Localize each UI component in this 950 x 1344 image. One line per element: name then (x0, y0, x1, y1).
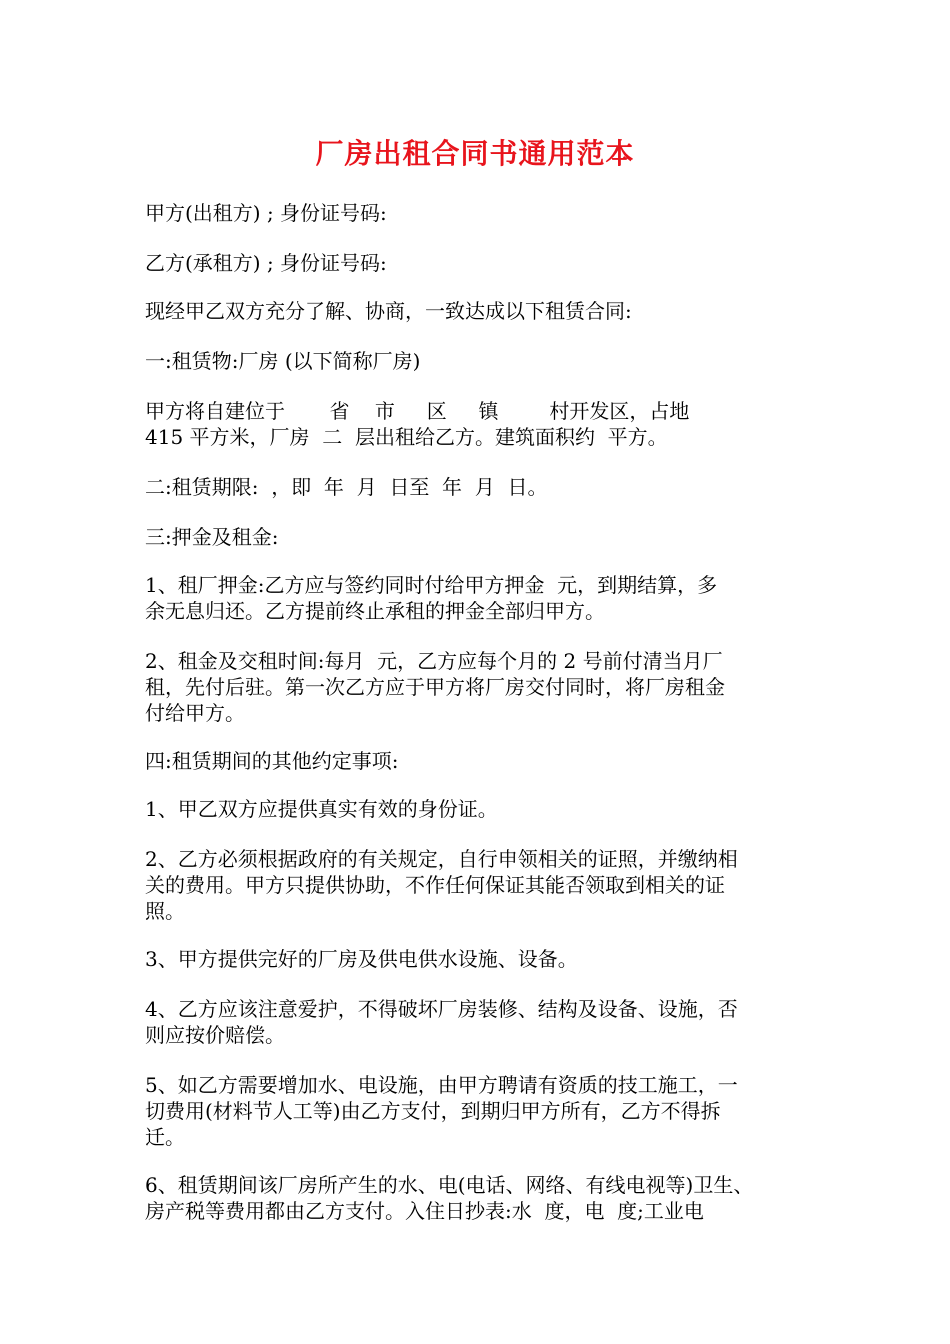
paragraph-line: 5、如乙方需要增加水、电设施，由甲方聘请有资质的技工施工，一 (145, 1073, 738, 1097)
paragraph-line: 415 平方米，厂房 二 层出租给乙方。建筑面积约 平方。 (145, 425, 668, 449)
paragraph-line: 2、租金及交租时间:每月 元，乙方应每个月的 2 号前付清当月厂 (145, 649, 723, 673)
paragraph-line: 租，先付后驻。第一次乙方应于甲方将厂房交付同时，将厂房租金 (145, 675, 725, 699)
paragraph-line: 四:租赁期间的其他约定事项: (145, 749, 399, 773)
paragraph-line: 则应按价赔偿。 (145, 1023, 285, 1047)
paragraph-line: 乙方(承租方) ; 身份证号码: (145, 251, 387, 275)
paragraph-line: 一:租赁物:厂房 (以下简称厂房) (145, 349, 421, 373)
paragraph-line: 付给甲方。 (145, 701, 245, 725)
paragraph (145, 348, 817, 374)
paragraph-line: 1、租厂押金:乙方应与签约同时付给甲方押金 元，到期结算，多 (145, 573, 718, 597)
paragraph (145, 748, 817, 774)
paragraph-line: 3、甲方提供完好的厂房及供电供水设施、设备。 (145, 947, 578, 971)
paragraph-line: 甲方将自建位于 省 市 区 镇 村开发区，占地 (145, 399, 690, 423)
paragraph-line: 6、租赁期间该厂房所产生的水、电(电话、网络、有线电视等)卫生、 (145, 1173, 754, 1197)
paragraph-line: 关的费用。甲方只提供协助，不作任何保证其能否领取到相关的证 (145, 873, 725, 897)
paragraph-line: 现经甲乙双方充分了解、协商，一致达成以下租赁合同: (145, 299, 632, 323)
paragraph-line: 二:租赁期限: ，即 年 月 日至 年 月 日。 (145, 475, 548, 499)
paragraph (145, 474, 817, 500)
paragraph-line: 照。 (145, 899, 185, 923)
paragraph-line: 迁。 (145, 1125, 185, 1149)
paragraph (145, 796, 817, 822)
paragraph (145, 946, 817, 972)
paragraph (145, 524, 817, 550)
paragraph (145, 298, 817, 324)
paragraph-line: 三:押金及租金: (145, 525, 279, 549)
paragraph (145, 250, 817, 276)
paragraph-line: 1、甲乙双方应提供真实有效的身份证。 (145, 797, 498, 821)
paragraph-line: 余无息归还。乙方提前终止承租的押金全部归甲方。 (145, 599, 605, 623)
paragraph (145, 1072, 817, 1150)
paragraph-line: 2、乙方必须根据政府的有关规定，自行申领相关的证照，并缴纳相 (145, 847, 738, 871)
paragraph-line: 4、乙方应该注意爱护，不得破坏厂房装修、结构及设备、设施，否 (145, 997, 738, 1021)
paragraph (145, 572, 817, 624)
document-title: 厂房出租合同书通用范本 (315, 137, 635, 170)
paragraph (145, 846, 817, 924)
paragraph (145, 996, 817, 1048)
paragraph-line: 甲方(出租方) ; 身份证号码: (145, 201, 387, 225)
paragraph (145, 200, 817, 226)
paragraph-line: 切费用(材料节人工等)由乙方支付，到期归甲方所有，乙方不得拆 (145, 1099, 721, 1123)
paragraph-line: 房产税等费用都由乙方支付。入住日抄表:水 度，电 度;工业电 (145, 1199, 704, 1223)
paragraph (145, 648, 817, 726)
paragraph (145, 1172, 817, 1224)
paragraph (145, 398, 817, 450)
